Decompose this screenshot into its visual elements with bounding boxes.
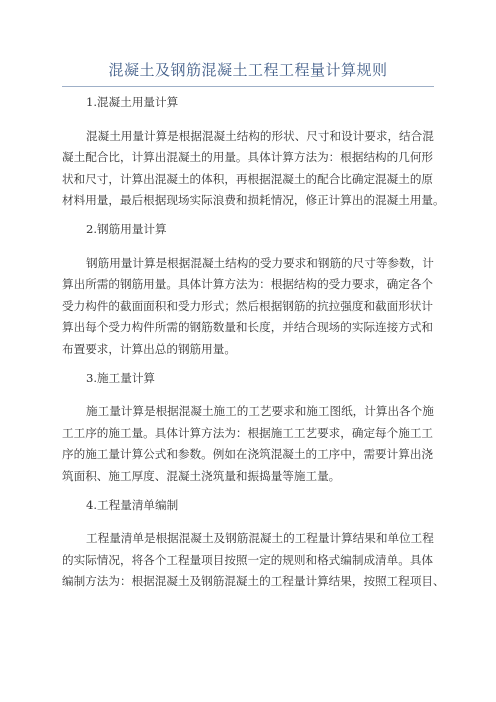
- paragraph-line: 受力构件的截面面积和受力形式；然后根据钢筋的抗拉强度和截面形状计: [62, 298, 434, 313]
- section-paragraph: [62, 126, 445, 212]
- document-body: [62, 92, 445, 593]
- section-paragraph: [62, 253, 442, 361]
- section-rebar-usage: [62, 219, 442, 361]
- paragraph-line: 算出每个受力构件所需的钢筋数量和长度，并结合现场的实际连接方式和: [62, 320, 434, 335]
- paragraph-line: 筑面积、施工厚度、混凝土浇筑量和振捣量等施工量。: [62, 468, 341, 483]
- title-divider: [62, 86, 434, 87]
- section-heading: 3.施工量计算: [86, 370, 156, 385]
- paragraph-line: 混凝土用量计算是根据混凝土结构的形状、尺寸和设计要求，结合混: [86, 128, 434, 143]
- section-heading: 4.工程量清单编制: [86, 497, 179, 512]
- paragraph-line: 凝土配合比，计算出混凝土的用量。具体计算方法为：根据结构的几何形: [62, 150, 434, 165]
- document-title: 混凝土及钢筋混凝土工程工程量计算规则: [108, 61, 388, 79]
- section-bill-of-quantities: [62, 495, 445, 593]
- paragraph-line: 算出所需的钢筋用量。具体计算方法为：根据结构的受力要求，确定各个: [62, 277, 434, 292]
- paragraph-line: 布置要求，计算出总的钢筋用量。: [62, 341, 236, 356]
- paragraph-line: 施工量计算是根据混凝土施工的工艺要求和施工图纸，计算出各个施: [86, 404, 434, 419]
- paragraph-line: 序的施工量计算公式和参数。例如在浇筑混凝土的工序中，需要计算出浇: [62, 447, 434, 462]
- section-paragraph: [62, 401, 442, 487]
- paragraph-line: 材料用量，最后根据现场实际浪费和损耗情况，修正计算出的混凝土用量。: [62, 193, 445, 208]
- paragraph-line: 钢筋用量计算是根据混凝土结构的受力要求和钢筋的尺寸等参数，计: [86, 255, 434, 270]
- section-heading: 1.混凝土用量计算: [86, 95, 179, 109]
- section-concrete-usage: [62, 92, 445, 212]
- paragraph-line: 的实际情况，将各个工程量项目按照一定的规则和格式编制成清单。具体: [62, 552, 434, 567]
- section-heading: 2.钢筋用量计算: [86, 221, 167, 236]
- paragraph-line: 工程量清单是根据混凝土及钢筋混凝土的工程量计算结果和单位工程: [86, 531, 434, 546]
- section-paragraph: [62, 528, 445, 593]
- section-construction-quantity: [62, 368, 442, 488]
- paragraph-line: 工工序的施工量。具体计算方法为：根据施工工艺要求，确定每个施工工: [62, 425, 434, 440]
- paragraph-line: 编制方法为：根据混凝土及钢筋混凝土的工程量计算结果，按照工程项目、: [62, 574, 445, 589]
- paragraph-line: 状和尺寸，计算出混凝土的体积，再根据混凝土的配合比确定混凝土的原: [62, 171, 434, 186]
